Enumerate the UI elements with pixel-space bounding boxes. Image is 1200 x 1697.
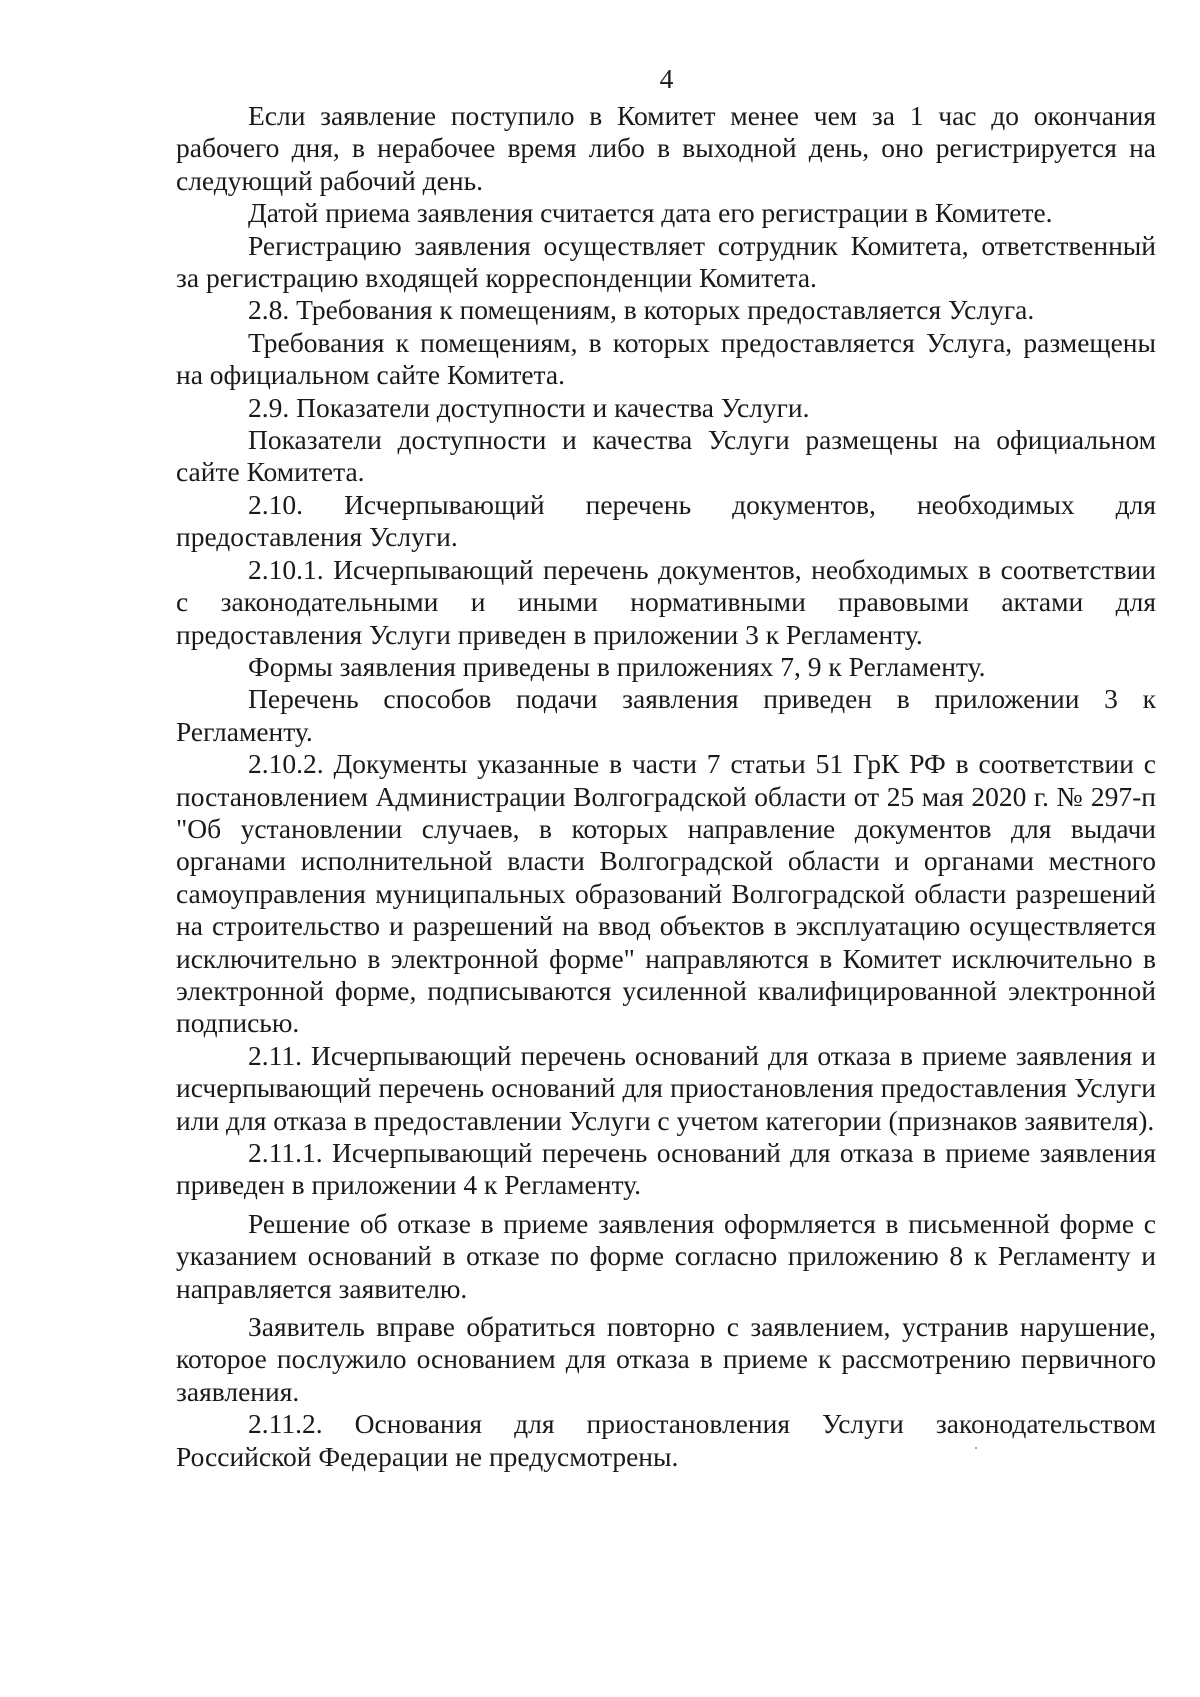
paragraph-acceptance-date: Датой приема заявления считается дата его регистрации в Комитете. [248, 197, 1053, 229]
section-2-10-heading: 2.10. Исчерпывающий перечень документов, необходимых для предоставления Услуги. [176, 488, 1156, 553]
document-body [176, 100, 1156, 1473]
paragraph-repeat-application: Заявитель вправе обратиться повторно с заявлением, устранив нарушение, которое послужило основанием для отказа в приеме к рассмотрению первичного заявления. [176, 1311, 1156, 1407]
section-2-9-heading: 2.9. Показатели доступности и качества Услуги. [248, 391, 810, 423]
section-2-10-1: 2.10.1. Исчерпывающий перечень документов, необходимых в соответствии с законодательными и иными нормативными правовыми актами для предоставления Услуги приведен в приложении 3 к Регламенту. [176, 553, 1156, 650]
section-2-10-2: 2.10.2. Документы указанные в части 7 статьи 51 ГрК РФ в соответствии с постановлением Администрации Волгоградской области от 25 мая 2020 г. № 297-п "Об установлении случаев, в которых направление документов для выдачи органами исполнительной власти Волгоградской области и органами местного самоуправления муниципальных образований Волгоградской области разрешений на строительство и разрешений на ввод объектов в эксплуатацию осуществляется исключительно в электронной форме" направляются в Комитет исключительно в электронной форме, подписываются усиленной квалифицированной электронной подписью. [176, 748, 1156, 1039]
scan-artifact-dot [975, 1447, 977, 1449]
paragraph-registration-time: Если заявление поступило в Комитет менее чем за 1 час до окончания рабочего дня, в нерабочее время либо в выходной день, оно регистрируется на следующий рабочий день. [176, 100, 1156, 196]
paragraph-submission-methods: Перечень способов подачи заявления приведен в приложении 3 к Регламенту. [176, 683, 1156, 747]
section-2-8-heading: 2.8. Требования к помещениям, в которых предоставляется Услуга. [248, 294, 1035, 326]
paragraph-premises-requirements: Требования к помещениям, в которых предоставляется Услуга, размещены на официальном сайте Комитета. [176, 326, 1156, 391]
paragraph-quality-indicators: Показатели доступности и качества Услуги размещены на официальном сайте Комитета. [176, 424, 1156, 488]
paragraph-registration-staff: Регистрацию заявления осуществляет сотрудник Комитета, ответственный за регистрацию входящей корреспонденции Комитета. [176, 229, 1156, 294]
section-2-11-2: 2.11.2. Основания для приостановления Услуги законодательством Российской Федерации не предусмотрены. [176, 1408, 1156, 1472]
section-2-11-1: 2.11.1. Исчерпывающий перечень оснований для отказа в приеме заявления приведен в приложении 4 к Регламенту. [176, 1137, 1156, 1201]
page-number: 4 [659, 63, 674, 94]
section-2-11-heading: 2.11. Исчерпывающий перечень оснований для отказа в приеме заявления и исчерпывающий перечень оснований для приостановления предоставления Услуги или для отказа в предоставлении Услуги с учетом категории (признаков заявителя). [176, 1039, 1156, 1136]
paragraph-refusal-decision: Решение об отказе в приеме заявления оформляется в письменной форме с указанием оснований в отказе по форме согласно приложению 8 к Регламенту и направляется заявителю. [176, 1207, 1156, 1304]
paragraph-application-forms: Формы заявления приведены в приложениях 7, 9 к Регламенту. [248, 650, 986, 682]
